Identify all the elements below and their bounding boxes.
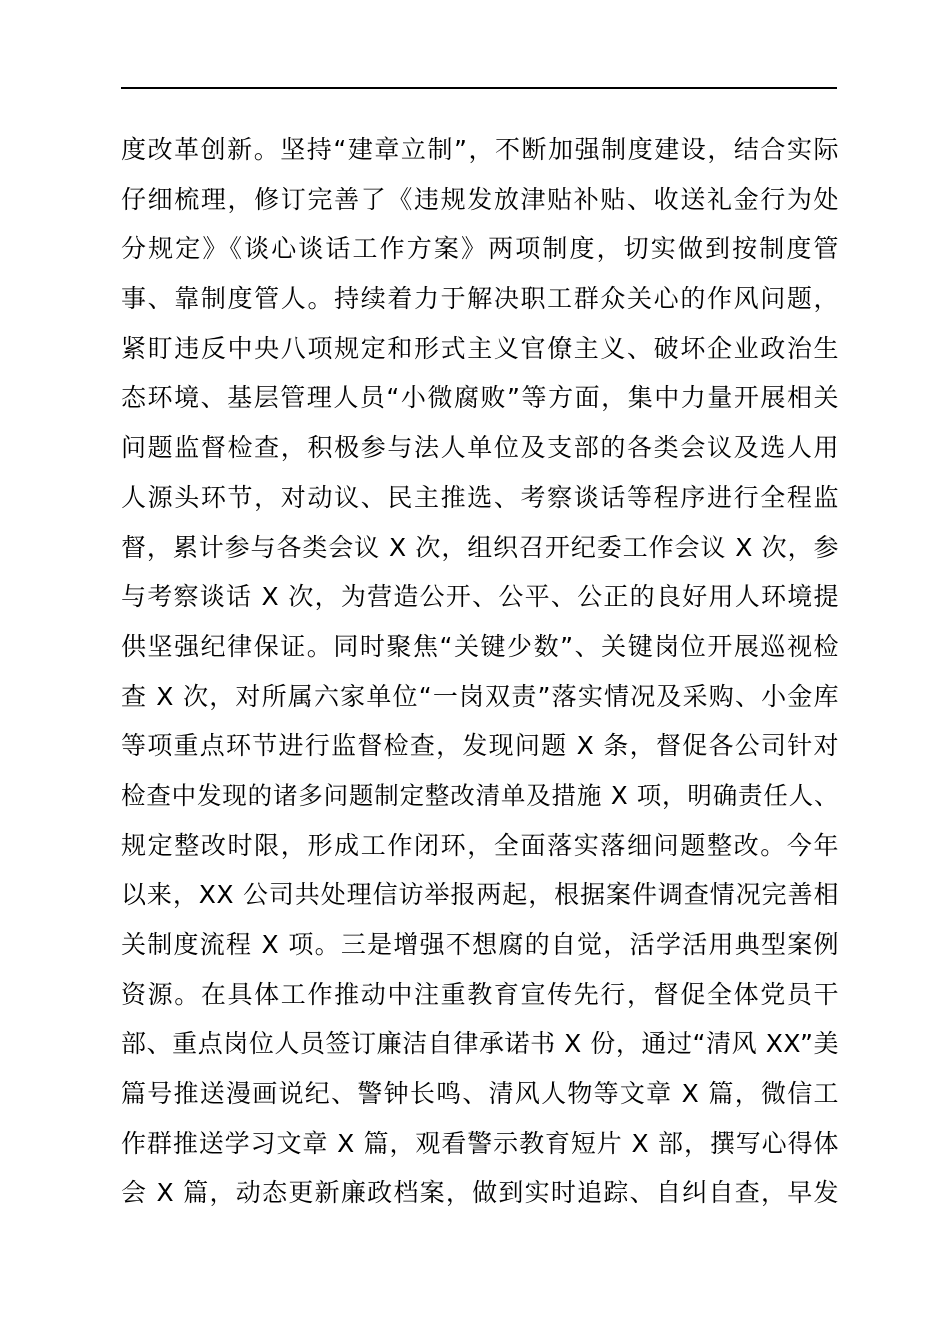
- text-line: 人源头环节，对动议、民主推选、考察谈话等程序进行全程监: [121, 482, 839, 512]
- text-line: 等项重点环节进行监督检查，发现问题 X 条，督促各公司针对: [121, 731, 839, 761]
- text-line: 以来，XX 公司共处理信访举报两起，根据案件调查情况完善相: [121, 880, 839, 910]
- text-line: 检查中发现的诸多问题制定整改清单及措施 X 项，明确责任人、: [121, 780, 839, 810]
- text-line: 资源。在具体工作推动中注重教育宣传先行，督促全体党员干: [121, 979, 839, 1009]
- text-line: 作群推送学习文章 X 篇，观看警示教育短片 X 部，撰写心得体: [121, 1128, 839, 1158]
- text-line: 度改革创新。坚持“建章立制”，不断加强制度建设，结合实际: [121, 135, 839, 164]
- text-line: 会 X 篇，动态更新廉政档案，做到实时追踪、自纠自查，早发: [121, 1178, 839, 1208]
- text-line: 事、靠制度管人。持续着力于解决职工群众关心的作风问题，: [121, 284, 839, 314]
- body-paragraph: [121, 125, 839, 1218]
- text-line: 分规定》《谈心谈话工作方案》两项制度，切实做到按制度管: [121, 234, 839, 264]
- text-line: 部、重点岗位人员签订廉洁自律承诺书 X 份，通过“清风 XX”美: [121, 1029, 839, 1059]
- header-rule: [121, 87, 837, 89]
- text-line: 态环境、基层管理人员“小微腐败”等方面，集中力量开展相关: [121, 383, 839, 413]
- text-line: 查 X 次，对所属六家单位“一岗双责”落实情况及采购、小金库: [121, 681, 839, 711]
- text-line: 关制度流程 X 项。三是增强不想腐的自觉，活学活用典型案例: [121, 930, 839, 959]
- text-line: 供坚强纪律保证。同时聚焦“关键少数”、关键岗位开展巡视检: [121, 631, 839, 661]
- text-line: 篇号推送漫画说纪、警钟长鸣、清风人物等文章 X 篇，微信工: [121, 1079, 839, 1109]
- text-line: 紧盯违反中央八项规定和形式主义官僚主义、破坏企业政治生: [121, 333, 839, 363]
- text-line: 与考察谈话 X 次，为营造公开、公平、公正的良好用人环境提: [121, 582, 839, 612]
- text-line: 仔细梳理，修订完善了《违规发放津贴补贴、收送礼金行为处: [121, 184, 839, 214]
- text-line: 规定整改时限，形成工作闭环，全面落实落细问题整改。今年: [121, 830, 839, 860]
- text-line: 督，累计参与各类会议 X 次，组织召开纪委工作会议 X 次，参: [121, 532, 839, 562]
- text-line: 问题监督检查，积极参与法人单位及支部的各类会议及选人用: [121, 433, 839, 463]
